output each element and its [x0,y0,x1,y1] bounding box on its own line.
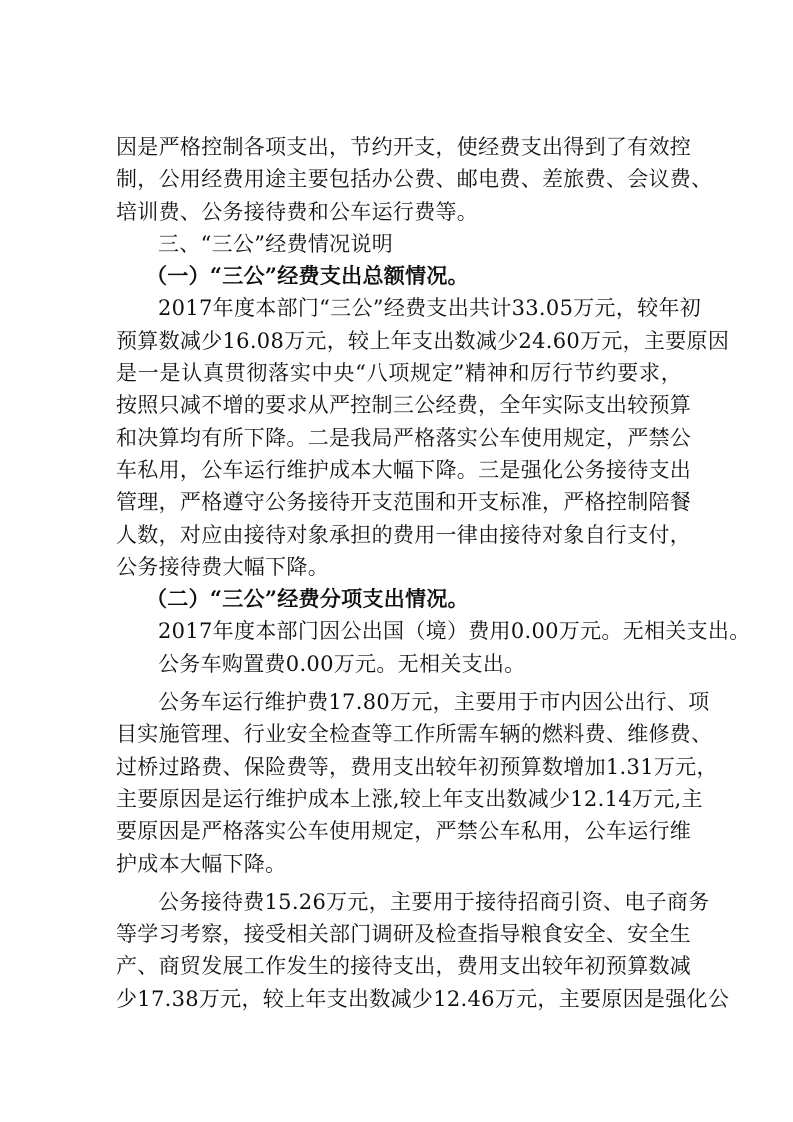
text-line: 过桥过路费、保险费等，费用支出较年初预算数增加1.31万元， [116,754,718,779]
text-line: 2017年度本部门因公出国（境）费用0.00万元。无相关支出。 [158,619,751,644]
text-line: 少17.38万元，较上年支出数减少12.46万元，主要原因是强化公 [116,986,730,1011]
text-line: 公务车运行维护费17.80万元，主要用于市内因公出行、项 [158,690,710,715]
text-line: 培训费、公务接待费和公车运行费等。 [116,199,479,224]
text-line: 要原因是严格落实公车使用规定，严禁公车私用，公车运行维 [116,819,692,844]
text-line: 预算数减少16.08万元，较上年支出数减少24.60万元，主要原因 [116,328,730,353]
text-line: 护成本大幅下降。 [116,851,287,876]
text-line: 按照只减不增的要求从严控制三公经费，全年实际支出较预算 [116,393,692,418]
text-line: 2017年度本部门“三公”经费支出共计33.05万元，较年初 [158,296,702,321]
document-body [116,131,751,1015]
text-line: 和决算均有所下降。二是我局严格落实公车使用规定，严禁公 [116,425,692,450]
text-line: 车私用，公车运行维护成本大幅下降。三是强化公务接待支出 [116,457,692,482]
text-line: 公务车购置费0.00万元。无相关支出。 [158,651,526,676]
text-line: 人数，对应由接待对象承担的费用一律由接待对象自行支付， [116,522,692,547]
text-line: 因是严格控制各项支出，节约开支，使经费支出得到了有效控 [116,135,692,159]
subsection-heading: （一）“三公”经费支出总额情况。 [146,263,469,289]
text-line: 等学习考察，接受相关部门调研及检查指导粮食安全、安全生 [116,922,692,947]
text-line: 主要原因是运行维护成本上涨,较上年支出数减少12.14万元,主 [116,786,703,811]
text-line: 公务接待费大幅下降。 [116,554,329,579]
text-line: 是一是认真贯彻落实中央“八项规定”精神和厉行节约要求， [116,361,682,386]
text-line: 目实施管理、行业安全检查等工作所需车辆的燃料费、维修费、 [116,722,713,747]
text-line: 公务接待费15.26万元，主要用于接待招商引资、电子商务 [158,889,710,914]
subsection-heading: （二）“三公”经费分项支出情况。 [146,586,469,612]
section-heading: 三、“三公”经费情况说明 [158,231,394,256]
text-line: 管理，严格遵守公务接待开支范围和开支标准，严格控制陪餐 [116,490,692,515]
text-line: 制，公用经费用途主要包括办公费、邮电费、差旅费、会议费、 [116,167,713,192]
text-line: 产、商贸发展工作发生的接待支出，费用支出较年初预算数减 [116,954,692,979]
